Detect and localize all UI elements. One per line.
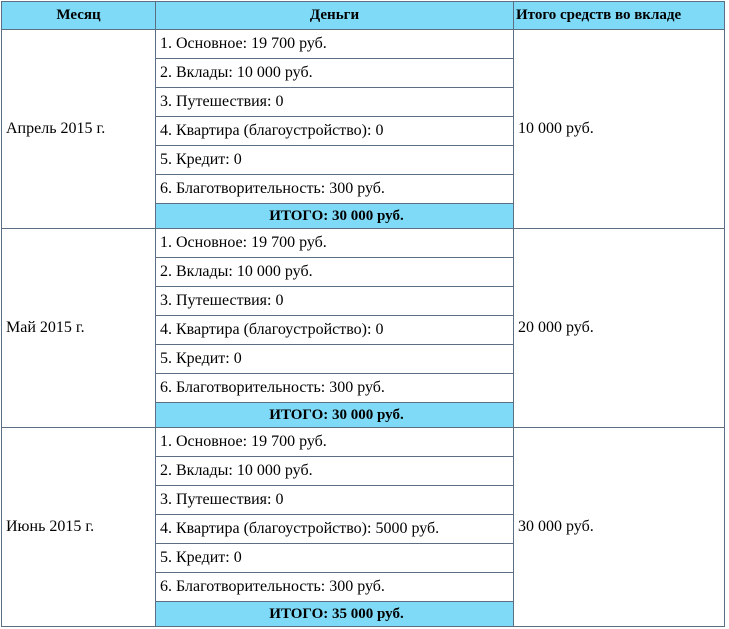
- deposit-cell: 20 000 руб.: [514, 229, 725, 428]
- total-cell: ИТОГО: 35 000 руб.: [156, 602, 514, 627]
- header-month: Месяц: [2, 2, 156, 30]
- budget-item: 4. Квартира (благоустройство): 0: [156, 117, 514, 146]
- budget-item: 2. Вклады: 10 000 руб.: [156, 457, 514, 486]
- budget-item: 6. Благотворительность: 300 руб.: [156, 573, 514, 602]
- month-block-june: [2, 428, 725, 627]
- header-money: Деньги: [156, 2, 514, 30]
- deposit-cell: 30 000 руб.: [514, 428, 725, 627]
- budget-item: 4. Квартира (благоустройство): 0: [156, 316, 514, 345]
- budget-item: 5. Кредит: 0: [156, 345, 514, 374]
- budget-item: 4. Квартира (благоустройство): 5000 руб.: [156, 515, 514, 544]
- budget-table: [1, 1, 725, 627]
- table-row: [2, 229, 725, 258]
- budget-item: 5. Кредит: 0: [156, 544, 514, 573]
- month-block-may: [2, 229, 725, 428]
- budget-item: 5. Кредит: 0: [156, 146, 514, 175]
- budget-item: 6. Благотворительность: 300 руб.: [156, 374, 514, 403]
- deposit-cell: 10 000 руб.: [514, 30, 725, 229]
- table-row: [2, 30, 725, 59]
- total-cell: ИТОГО: 30 000 руб.: [156, 403, 514, 428]
- budget-item: 3. Путешествия: 0: [156, 88, 514, 117]
- table-row: [2, 428, 725, 457]
- budget-item: 1. Основное: 19 700 руб.: [156, 428, 514, 457]
- month-cell: Апрель 2015 г.: [2, 30, 156, 229]
- total-cell: ИТОГО: 30 000 руб.: [156, 204, 514, 229]
- month-block-april: [2, 30, 725, 229]
- month-cell: Май 2015 г.: [2, 229, 156, 428]
- budget-item: 3. Путешествия: 0: [156, 287, 514, 316]
- budget-item: 1. Основное: 19 700 руб.: [156, 229, 514, 258]
- month-cell: Июнь 2015 г.: [2, 428, 156, 627]
- budget-item: 2. Вклады: 10 000 руб.: [156, 59, 514, 88]
- budget-item: 2. Вклады: 10 000 руб.: [156, 258, 514, 287]
- header-row: [2, 2, 725, 30]
- budget-item: 3. Путешествия: 0: [156, 486, 514, 515]
- header-deposit-total: Итого средств во вкладе: [514, 2, 725, 30]
- budget-item: 1. Основное: 19 700 руб.: [156, 30, 514, 59]
- budget-item: 6. Благотворительность: 300 руб.: [156, 175, 514, 204]
